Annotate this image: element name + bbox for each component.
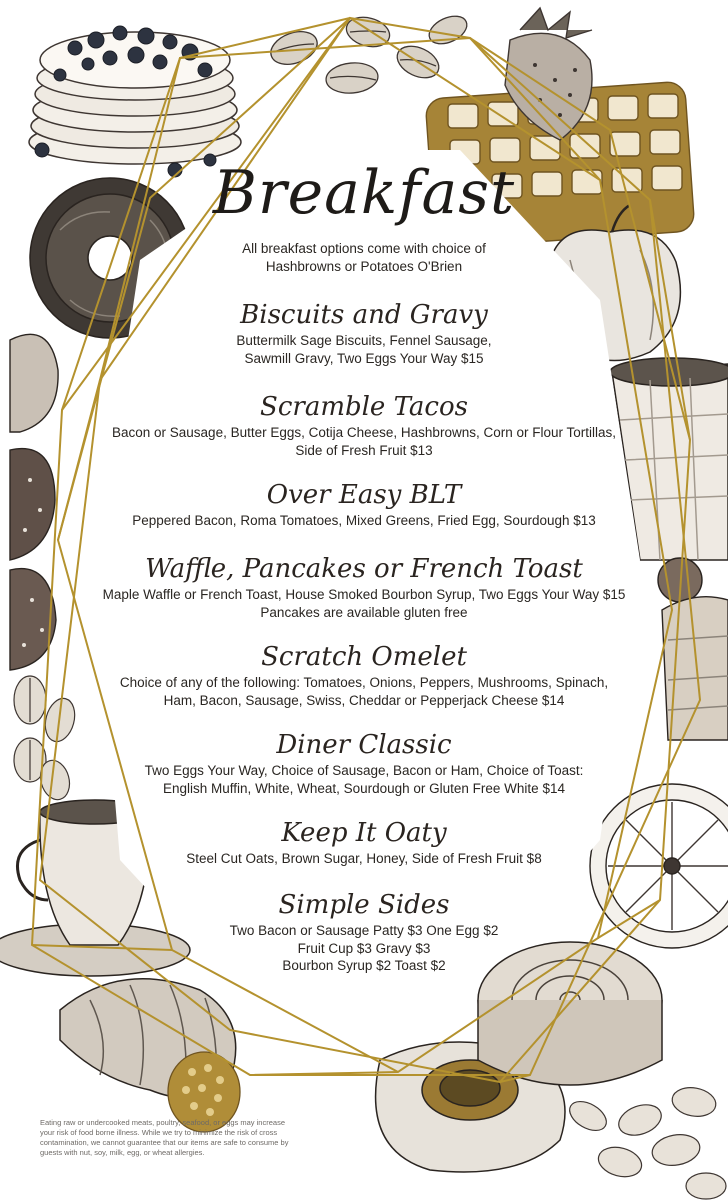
page-title: Breakfast bbox=[212, 158, 516, 228]
description-line: Bacon or Sausage, Butter Eggs, Cotija Cheese, Hashbrowns, Corn or Flour Tortillas, bbox=[112, 425, 616, 440]
description-line: Fruit Cup $3 Gravy $3 bbox=[297, 940, 431, 956]
description-line: Ham, Bacon, Sausage, Swiss, Cheddar or Pepperjack Cheese $14 bbox=[163, 692, 565, 708]
allergy-disclaimer: Eating raw or undercooked meats, poultry, seafood, or eggs may increase your risk of food borne illness. While we try to minimize the risk of cross contamination, we cannot guarantee that our items are safe to consume by guests with nut, soy, milk, egg, or wheat allergies. bbox=[40, 1118, 289, 1157]
description-line: Buttermilk Sage Biscuits, Fennel Sausage, bbox=[236, 333, 492, 348]
description-line: Pancakes are available gluten free bbox=[260, 604, 468, 620]
description-line: Maple Waffle or French Toast, House Smoked Bourbon Syrup, Two Eggs Your Way $15 bbox=[102, 587, 626, 602]
description-line: English Muffin, White, Wheat, Sourdough or Gluten Free White $14 bbox=[163, 780, 565, 796]
description-line: Steel Cut Oats, Brown Sugar, Honey, Side of Fresh Fruit $8 bbox=[186, 851, 542, 866]
menu-section-biscuits-and-gravy bbox=[0, 298, 728, 367]
section-description bbox=[0, 850, 728, 868]
description-line: Bourbon Syrup $2 Toast $2 bbox=[282, 958, 446, 973]
intro-line: Hashbrowns or Potatoes O'Brien bbox=[265, 259, 463, 274]
pancake-stack-icon bbox=[29, 26, 241, 177]
section-title: Keep It Oaty bbox=[281, 818, 447, 848]
section-description bbox=[0, 512, 728, 530]
section-title: Scratch Omelet bbox=[261, 642, 467, 672]
section-description bbox=[0, 332, 728, 367]
description-line: Peppered Bacon, Roma Tomatoes, Mixed Greens, Fried Egg, Sourdough $13 bbox=[132, 513, 596, 528]
menu-section-over-easy-blt bbox=[0, 478, 728, 530]
menu-section-keep-it-oaty bbox=[0, 816, 728, 868]
menu-section-diner-classic bbox=[0, 728, 728, 797]
section-description bbox=[0, 922, 728, 975]
menu-section-simple-sides bbox=[0, 888, 728, 975]
intro-note bbox=[0, 240, 728, 276]
section-description bbox=[0, 424, 728, 459]
coffee-bean-icon bbox=[266, 11, 471, 96]
section-description bbox=[0, 586, 728, 621]
coffee-bean-icon bbox=[565, 1084, 726, 1199]
section-title: Over Easy BLT bbox=[266, 480, 462, 510]
description-line: Choice of any of the following: Tomatoes, Onions, Peppers, Mushrooms, Spinach, bbox=[119, 675, 609, 690]
section-description bbox=[0, 762, 728, 797]
menu-section-scramble-tacos bbox=[0, 390, 728, 459]
menu-section-scratch-omelet bbox=[0, 640, 728, 709]
section-title: Waffle, Pancakes or French Toast bbox=[145, 554, 583, 584]
menu-section-waffle-pancakes-french-toast bbox=[0, 552, 728, 621]
description-line: Sawmill Gravy, Two Eggs Your Way $15 bbox=[244, 350, 484, 366]
section-description bbox=[0, 674, 728, 709]
section-title: Diner Classic bbox=[276, 730, 452, 760]
section-title: Scramble Tacos bbox=[260, 392, 468, 422]
section-title: Biscuits and Gravy bbox=[240, 300, 488, 330]
section-title: Simple Sides bbox=[278, 890, 450, 920]
description-line: Two Bacon or Sausage Patty $3 One Egg $2 bbox=[229, 923, 499, 938]
description-line: Side of Fresh Fruit $13 bbox=[295, 442, 433, 458]
intro-line: All breakfast options come with choice of bbox=[242, 241, 486, 256]
description-line: Two Eggs Your Way, Choice of Sausage, Bacon or Ham, Choice of Toast: bbox=[144, 763, 584, 778]
